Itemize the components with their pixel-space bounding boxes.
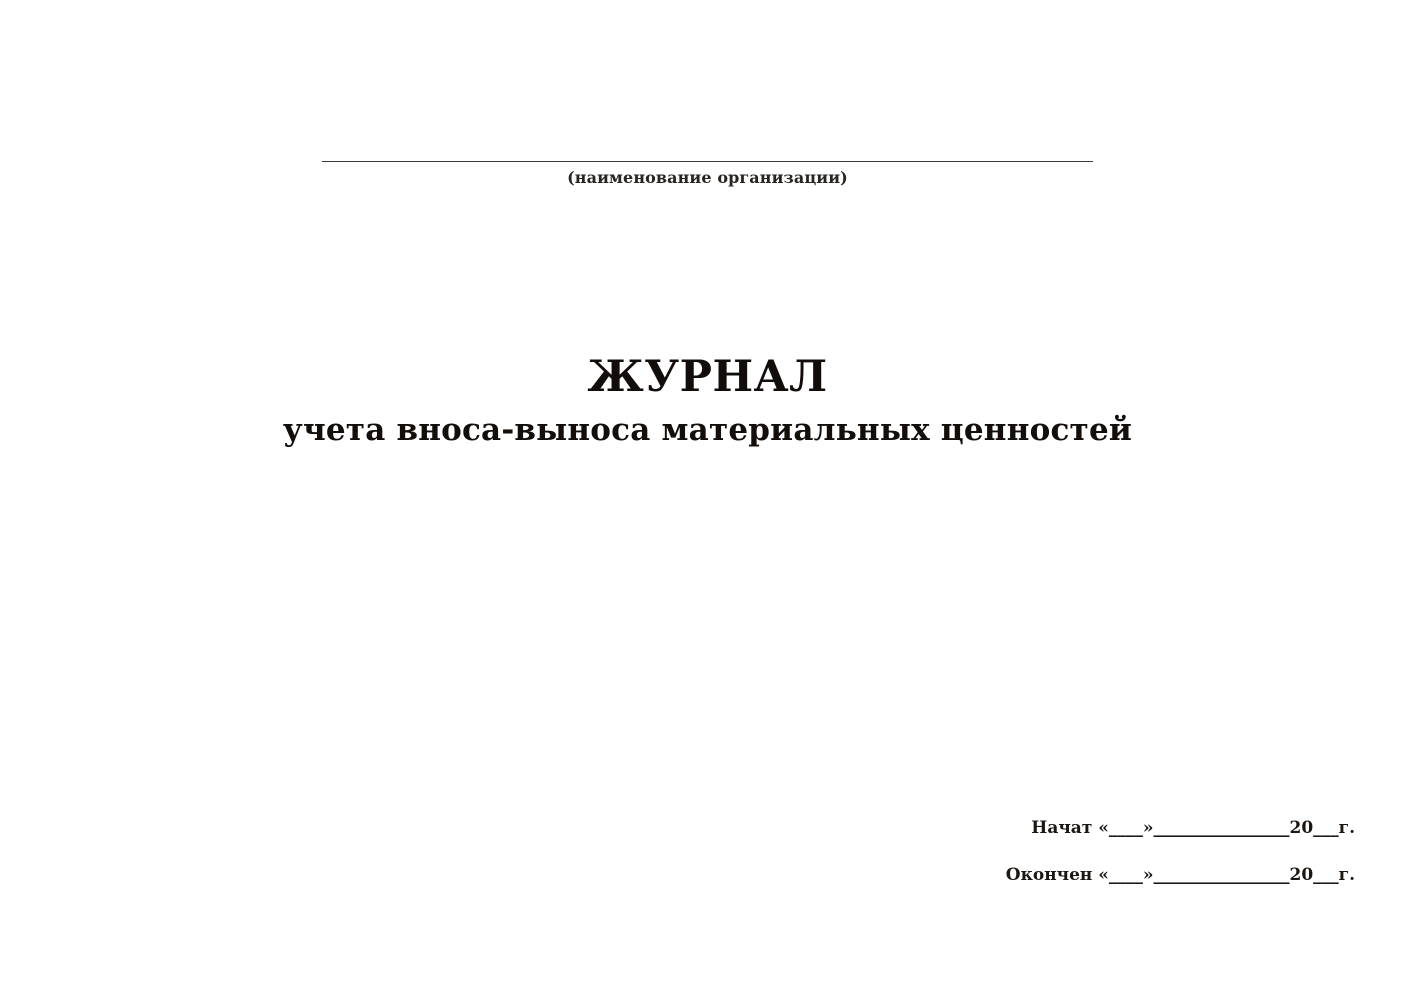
started-date-line: Начат «____»________________20___г. [1031,818,1355,838]
journal-title: ЖУРНАЛ [587,352,828,402]
organization-name-caption: (наименование организации) [567,168,848,187]
journal-subtitle: учета вноса-выноса материальных ценностей [282,412,1133,448]
organization-name-line [322,161,1093,162]
finished-date-line: Окончен «____»________________20___г. [1005,865,1355,885]
